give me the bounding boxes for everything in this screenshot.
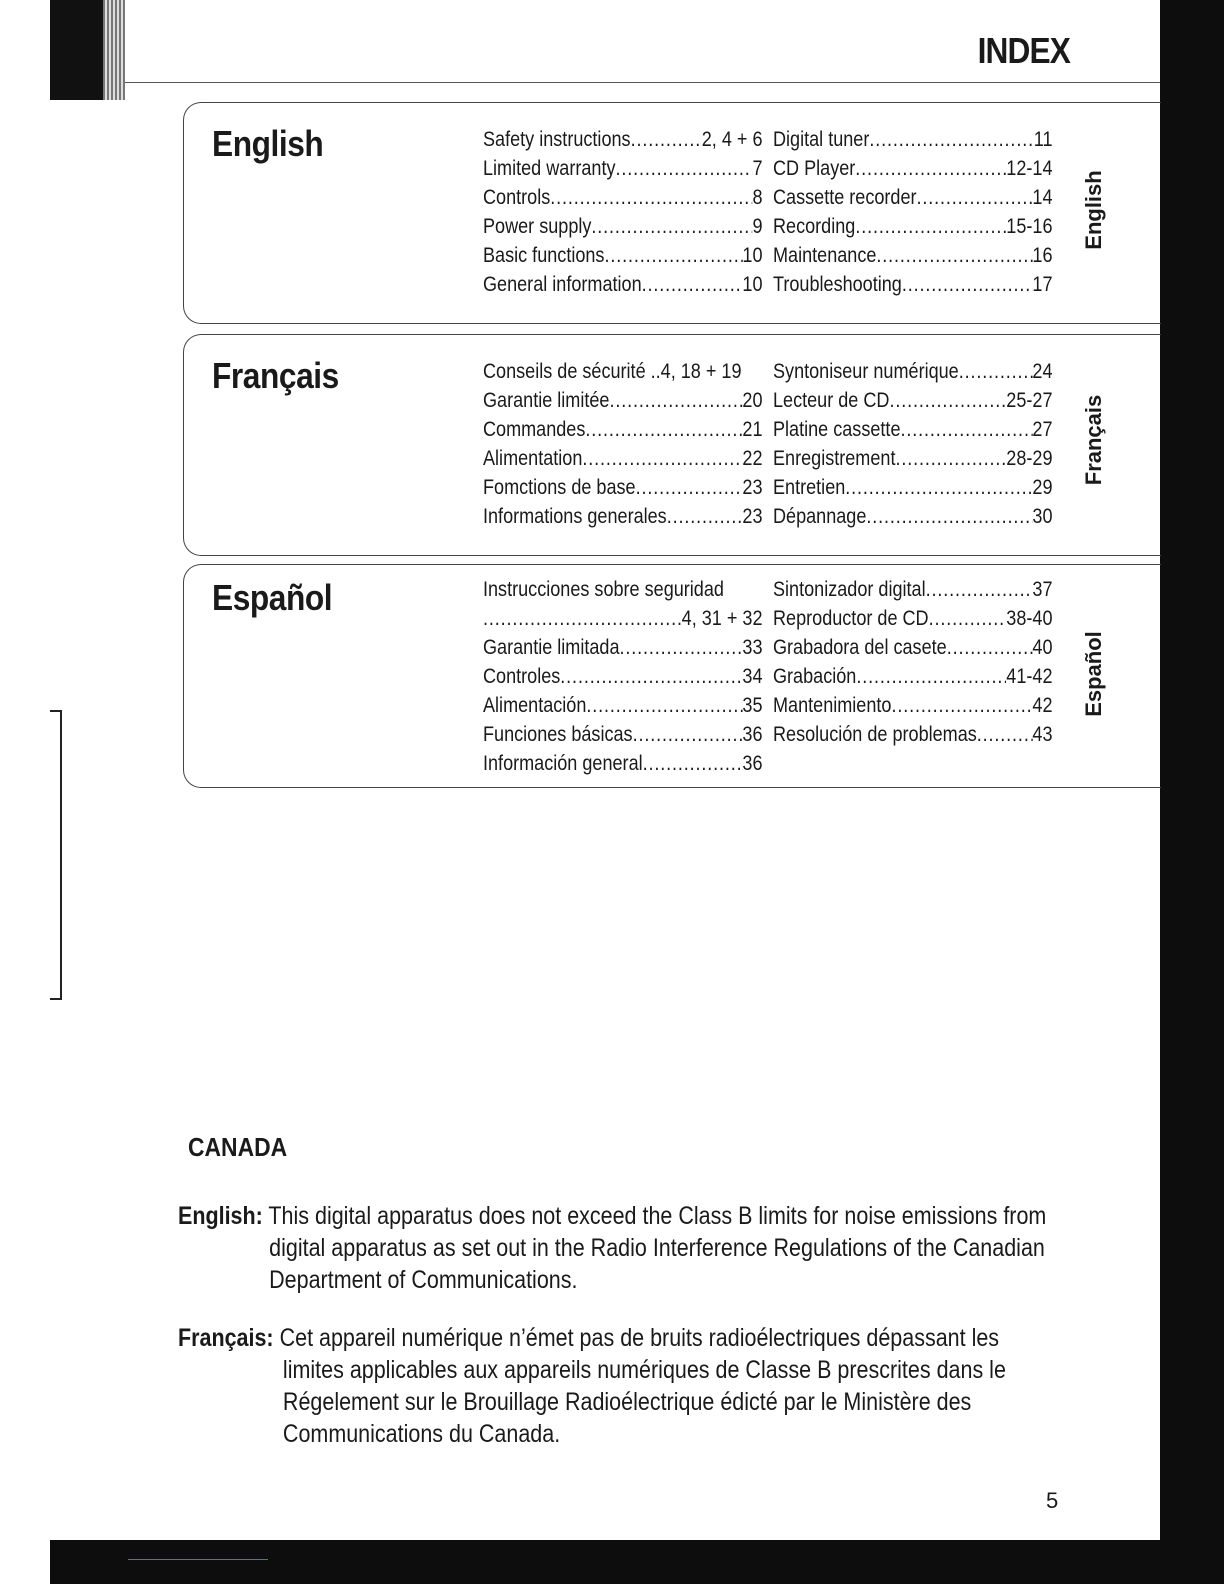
toc-column-right: [773, 357, 1053, 531]
toc-entry[interactable]: Commandes ..... 21: [483, 415, 763, 444]
scan-border-left: [50, 0, 103, 100]
section-title: Français: [212, 355, 339, 396]
notice-line: Communications du Canada.: [282, 1420, 561, 1448]
toc-entry[interactable]: Conseils de sécurité ..4, 18 + 19: [483, 360, 742, 383]
footer-link-line: [128, 1559, 268, 1560]
section-english: [183, 102, 1161, 324]
toc-entry[interactable]: Mantenimiento ..... 42: [773, 691, 1053, 720]
toc-entry[interactable]: Grabadora del casete ..... 40: [773, 633, 1053, 662]
toc-entry[interactable]: Safety instructions ..... 2, 4 + 6: [483, 125, 763, 154]
toc-entry[interactable]: Controles ..... 34: [483, 662, 763, 691]
notice-line: English: This digital apparatus does not exceed the Class B limits for noise emissions from: [178, 1202, 1047, 1230]
toc-entry[interactable]: Recording ..... 15-16: [773, 212, 1053, 241]
toc-entry[interactable]: Power supply ..... 9: [483, 212, 763, 241]
notice-line: Français: Cet appareil numérique n’émet pas de bruits radioélectriques dépassant les: [178, 1324, 1000, 1352]
toc-column-right: [773, 125, 1053, 299]
toc-entry[interactable]: Informations generales ..... 23: [483, 502, 763, 531]
toc-column-right: [773, 575, 1053, 749]
toc-entry[interactable]: Lecteur de CD ..... 25-27: [773, 386, 1053, 415]
notice-label: English:: [178, 1202, 263, 1230]
notice-line: Department of Communications.: [269, 1266, 578, 1294]
toc-entry[interactable]: Entretien ..... 29: [773, 473, 1053, 502]
toc-entry[interactable]: Basic functions ..... 10: [483, 241, 763, 270]
toc-entry[interactable]: Cassette recorder ..... 14: [773, 183, 1053, 212]
toc-entry[interactable]: Fomctions de base ..... 23: [483, 473, 763, 502]
toc-entry[interactable]: General information ..... 10: [483, 270, 763, 299]
toc-entry[interactable]: Maintenance ..... 16: [773, 241, 1053, 270]
page-number: 5: [1046, 1488, 1059, 1513]
toc-entry[interactable]: Instrucciones sobre seguridad: [483, 578, 724, 601]
section-francais: [183, 334, 1161, 556]
toc-entry[interactable]: Digital tuner ..... 11: [773, 125, 1053, 154]
margin-bracket-bottom: [50, 998, 62, 1000]
toc-entry[interactable]: Limited warranty ..... 7: [483, 154, 763, 183]
side-tab-english[interactable]: English: [1081, 170, 1106, 250]
notice-line: Régelement sur le Brouillage Radioélectrique édicté par le Ministère des: [282, 1388, 972, 1416]
toc-entry[interactable]: Enregistrement ..... 28-29: [773, 444, 1053, 473]
toc-entry[interactable]: Syntoniseur numérique ..... 24: [773, 357, 1053, 386]
toc-entry[interactable]: ..... 4, 31 + 32: [483, 604, 763, 633]
section-title: Español: [212, 577, 333, 618]
toc-entry[interactable]: Grabación ..... 41-42: [773, 662, 1053, 691]
toc-entry[interactable]: Controls ..... 8: [483, 183, 763, 212]
toc-entry[interactable]: Alimentation ..... 22: [483, 444, 763, 473]
margin-bracket-top: [50, 710, 62, 712]
canada-french-notice: [178, 1322, 1055, 1450]
header-rule: [125, 82, 1160, 83]
notice-line: limites applicables aux appareils numériques de Classe B prescrites dans le: [282, 1356, 1006, 1384]
toc-column-left: [483, 125, 763, 299]
canada-heading: CANADA: [188, 1132, 288, 1162]
notice-label: Français:: [178, 1324, 274, 1352]
toc-entry[interactable]: Funciones básicas ..... 36: [483, 720, 763, 749]
toc-entry[interactable]: Platine cassette ..... 27: [773, 415, 1053, 444]
canada-english-notice: [178, 1200, 1055, 1296]
side-tab-espanol[interactable]: Español: [1081, 631, 1106, 717]
page-title: INDEX: [977, 30, 1070, 71]
scan-border-right: [1160, 0, 1224, 1584]
margin-bracket: [60, 710, 62, 1000]
toc-entry[interactable]: Garantie limitada ..... 33: [483, 633, 763, 662]
toc-column-left: [483, 357, 763, 531]
section-espanol: [183, 564, 1161, 788]
toc-entry[interactable]: Reproductor de CD ..... 38-40: [773, 604, 1053, 633]
toc-entry[interactable]: Sintonizador digital ..... 37: [773, 575, 1053, 604]
side-tab-francais[interactable]: Français: [1081, 394, 1106, 486]
scan-border-texture: [103, 0, 125, 100]
toc-entry[interactable]: Dépannage ..... 30: [773, 502, 1053, 531]
toc-entry[interactable]: CD Player ..... 12-14: [773, 154, 1053, 183]
notice-line: digital apparatus as set out in the Radio Interference Regulations of the Canadian: [269, 1234, 1045, 1262]
toc-entry[interactable]: Troubleshooting ..... 17: [773, 270, 1053, 299]
scan-border-bottom: [50, 1540, 1224, 1584]
toc-entry[interactable]: Información general ..... 36: [483, 749, 763, 778]
toc-entry[interactable]: Resolución de problemas ..... 43: [773, 720, 1053, 749]
toc-entry[interactable]: Alimentación ..... 35: [483, 691, 763, 720]
section-title: English: [212, 123, 324, 164]
toc-entry[interactable]: Garantie limitée ..... 20: [483, 386, 763, 415]
toc-column-left: [483, 575, 763, 778]
